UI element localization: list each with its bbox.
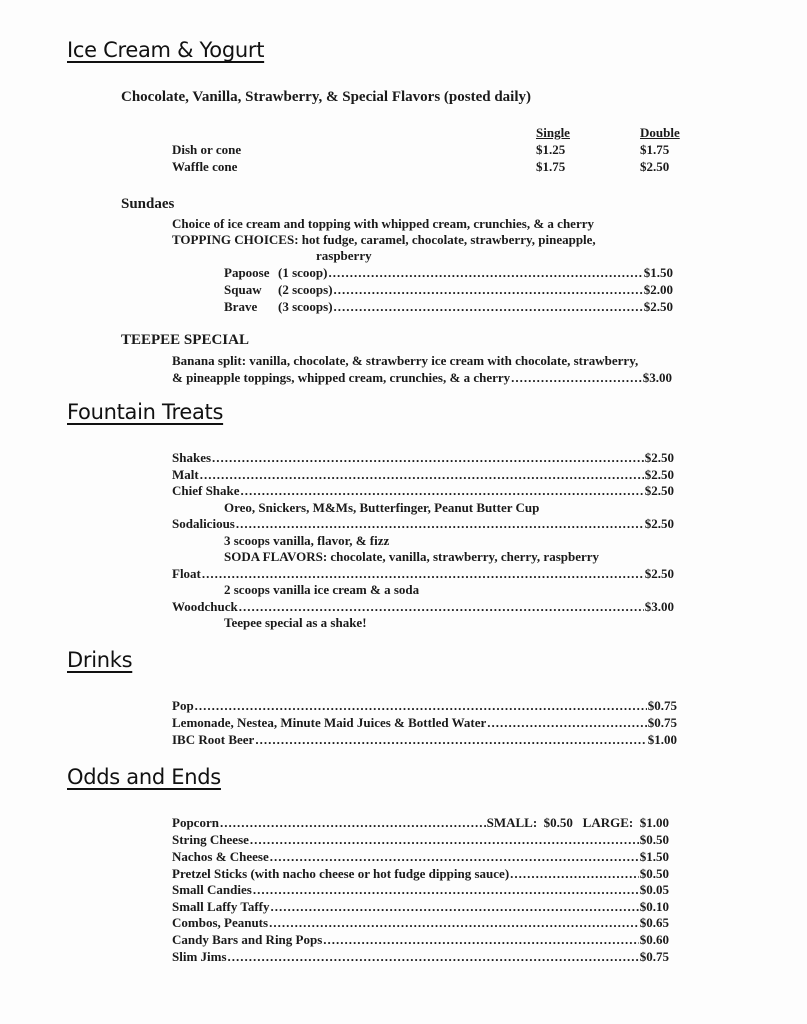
fountain-shakes: Shakes ..... $2.50 (172, 450, 674, 466)
odds-nachos: Nachos & Cheese ..... $1.50 (172, 849, 669, 865)
odds-pretzel-sticks: Pretzel Sticks (with nacho cheese or hot fudge dipping sauce) ..... $0.50 (172, 866, 669, 882)
odds-combos-peanuts: Combos, Peanuts ..... $0.65 (172, 915, 669, 931)
woodchuck-note: Teepee special as a shake! (224, 615, 367, 630)
odds-popcorn: Popcorn ..... SMALL: $0.50 LARGE: $1.00 (172, 815, 669, 831)
odds-string-cheese: String Cheese ..... $0.50 (172, 832, 669, 848)
topping-choices: TOPPING CHOICES: hot fudge, caramel, chocolate, strawberry, pineapple, (172, 232, 596, 247)
drink-lemonade: Lemonade, Nestea, Minute Maid Juices & Bottled Water ..... $0.75 (172, 715, 677, 731)
odds-candy-bars: Candy Bars and Ring Pops ..... $0.60 (172, 932, 669, 948)
section-title-fountain: Fountain Treats (67, 400, 224, 424)
flavors-line: Chocolate, Vanilla, Strawberry, & Special Flavors (posted daily) (121, 89, 531, 105)
section-title-odds: Odds and Ends (67, 765, 221, 789)
teepee-line2: & pineapple toppings, whipped cream, crunchies, & a cherry ..... $3.00 (172, 370, 672, 386)
fountain-float: Float ..... $2.50 (172, 566, 674, 582)
price-single: $1.25 (536, 142, 566, 157)
odds-laffy-taffy: Small Laffy Taffy ..... $0.10 (172, 899, 669, 915)
sundaes-heading: Sundaes (121, 196, 175, 212)
odds-small-candies: Small Candies ..... $0.05 (172, 882, 669, 898)
fountain-chief-shake: Chief Shake ..... $2.50 (172, 483, 674, 499)
section-title-ice-cream: Ice Cream & Yogurt (67, 38, 265, 62)
fountain-woodchuck: Woodchuck ..... $3.00 (172, 599, 674, 615)
sundae-brave: Brave (3 scoops) ..... $2.50 (224, 299, 673, 315)
topping-choices-cont: raspberry (316, 248, 372, 263)
sundae-squaw: Squaw (2 scoops) ..... $2.00 (224, 282, 673, 298)
section-title-drinks: Drinks (67, 648, 133, 672)
price-single: $1.75 (536, 159, 566, 174)
teepee-line1: Banana split: vanilla, chocolate, & strawberry ice cream with chocolate, strawberry, (172, 353, 639, 368)
drink-root-beer: IBC Root Beer ..... $1.00 (172, 732, 677, 748)
teepee-heading: TEEPEE SPECIAL (121, 332, 249, 348)
chief-shake-note: Oreo, Snickers, M&Ms, Butterfinger, Peanut Butter Cup (224, 500, 540, 515)
float-note: 2 scoops vanilla ice cream & a soda (224, 582, 420, 597)
drink-pop: Pop ..... $0.75 (172, 698, 677, 714)
column-single: Single (536, 125, 570, 140)
sodalicious-note: 3 scoops vanilla, flavor, & fizz (224, 533, 390, 548)
odds-slim-jims: Slim Jims ..... $0.75 (172, 949, 669, 965)
soda-flavors: SODA FLAVORS: chocolate, vanilla, strawberry, cherry, raspberry (224, 549, 600, 564)
fountain-malt: Malt ..... $2.50 (172, 467, 674, 483)
item-waffle-cone: Waffle cone (172, 159, 238, 174)
fountain-sodalicious: Sodalicious ..... $2.50 (172, 516, 674, 532)
column-double: Double (640, 125, 680, 140)
sundae-papoose: Papoose (1 scoop) ..... $1.50 (224, 265, 673, 281)
sundaes-description: Choice of ice cream and topping with whipped cream, crunchies, & a cherry (172, 216, 594, 231)
item-dish-or-cone: Dish or cone (172, 142, 242, 157)
price-double: $2.50 (640, 159, 670, 174)
price-double: $1.75 (640, 142, 670, 157)
